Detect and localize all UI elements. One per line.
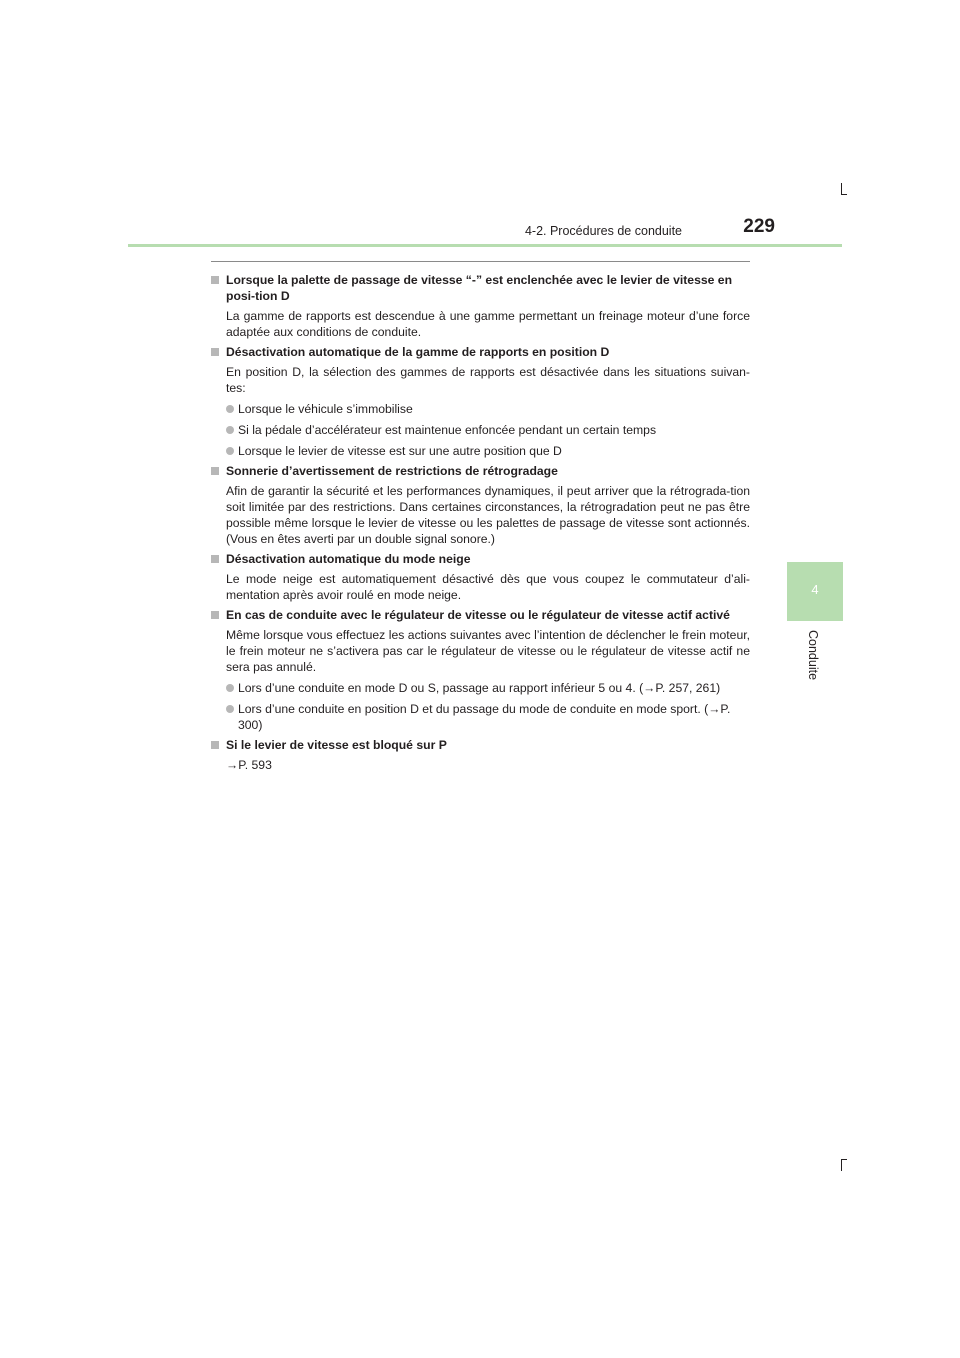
list-item-text: Lors d’une conduite en position D et du passage du mode de conduite en mode sport. (→P. 300)	[238, 702, 731, 732]
round-bullet-icon	[226, 705, 234, 713]
list-item	[211, 701, 750, 733]
list-item	[211, 680, 750, 696]
chapter-label-text: Conduite	[806, 630, 820, 681]
chapter-number: 4	[811, 582, 819, 597]
list-item-text: Si la pédale d’accélérateur est maintenue enfoncée pendant un certain temps	[238, 423, 657, 437]
round-bullet-icon	[226, 426, 234, 434]
list-item	[211, 422, 750, 438]
section-title: 4-2. Procédures de conduite	[524, 224, 682, 238]
chapter-label	[806, 630, 822, 710]
section-heading-text: Si le levier de vitesse est bloqué sur P	[226, 738, 447, 752]
header-rule	[128, 244, 842, 247]
section-heading	[211, 737, 750, 753]
section-body: Le mode neige est automatiquement désactivé dès que vous coupez le commutateur d’ali-mentation après avoir roulé en mode neige.	[226, 572, 750, 602]
section-heading	[211, 344, 750, 360]
square-bullet-icon	[211, 741, 219, 749]
section-heading-text: Sonnerie d’avertissement de restrictions de rétrogradage	[226, 464, 558, 478]
section-body: En position D, la sélection des gammes de rapports est désactivée dans les situations suivan-tes:	[226, 365, 750, 395]
round-bullet-icon	[226, 447, 234, 455]
list-item-text: Lors d’une conduite en mode D ou S, passage au rapport inférieur 5 ou 4. (→P. 257, 261)	[238, 681, 721, 695]
crop-mark-bottom	[841, 1159, 842, 1171]
square-bullet-icon	[211, 467, 219, 475]
section-heading	[211, 607, 750, 623]
section-heading-text: Désactivation automatique de la gamme de rapports en position D	[226, 345, 610, 359]
content-rule	[211, 261, 750, 262]
chapter-tab	[787, 562, 843, 621]
section-body: Afin de garantir la sécurité et les performances dynamiques, il peut arriver que la rétrograda-tion soit limitée par des restrictions. Dans certaines circonstances, la rétrogradation peut ne pas être possible même lorsque le levier de vitesse ou les palettes de passage de vitesse sont actionnés. (Vous en êtes averti par un double signal sonore.)	[226, 484, 750, 546]
section-heading	[211, 272, 750, 304]
section-heading-text: En cas de conduite avec le régulateur de vitesse ou le régulateur de vitesse actif activé	[226, 608, 730, 622]
round-bullet-icon	[226, 405, 234, 413]
page-reference: →P. 593	[226, 758, 272, 772]
section-heading-text: Lorsque la palette de passage de vitesse “-” est enclenchée avec le levier de vitesse en posi-tion D	[226, 273, 733, 303]
list-item	[211, 401, 750, 417]
section-heading-text: Désactivation automatique du mode neige	[226, 552, 471, 566]
list-item-text: Lorsque le véhicule s’immobilise	[238, 402, 413, 416]
crop-mark-bottom-tick	[841, 1159, 847, 1160]
list-item	[211, 443, 750, 459]
page-content	[211, 268, 750, 773]
page-header	[128, 216, 775, 242]
section-heading	[211, 551, 750, 567]
square-bullet-icon	[211, 611, 219, 619]
square-bullet-icon	[211, 348, 219, 356]
square-bullet-icon	[211, 276, 219, 284]
page-number: 229	[743, 216, 775, 237]
crop-mark-top-tick	[841, 194, 847, 195]
round-bullet-icon	[226, 684, 234, 692]
square-bullet-icon	[211, 555, 219, 563]
section-body: La gamme de rapports est descendue à une gamme permettant un freinage moteur d’une force adaptée aux conditions de conduite.	[226, 309, 750, 339]
section-body: Même lorsque vous effectuez les actions suivantes avec l’intention de déclencher le frein moteur, le frein moteur ne s’activera pas car le régulateur de vitesse ou le régulateur de vitesse actif ne sera pas annulé.	[226, 628, 750, 674]
list-item-text: Lorsque le levier de vitesse est sur une autre position que D	[238, 444, 562, 458]
section-heading	[211, 463, 750, 479]
